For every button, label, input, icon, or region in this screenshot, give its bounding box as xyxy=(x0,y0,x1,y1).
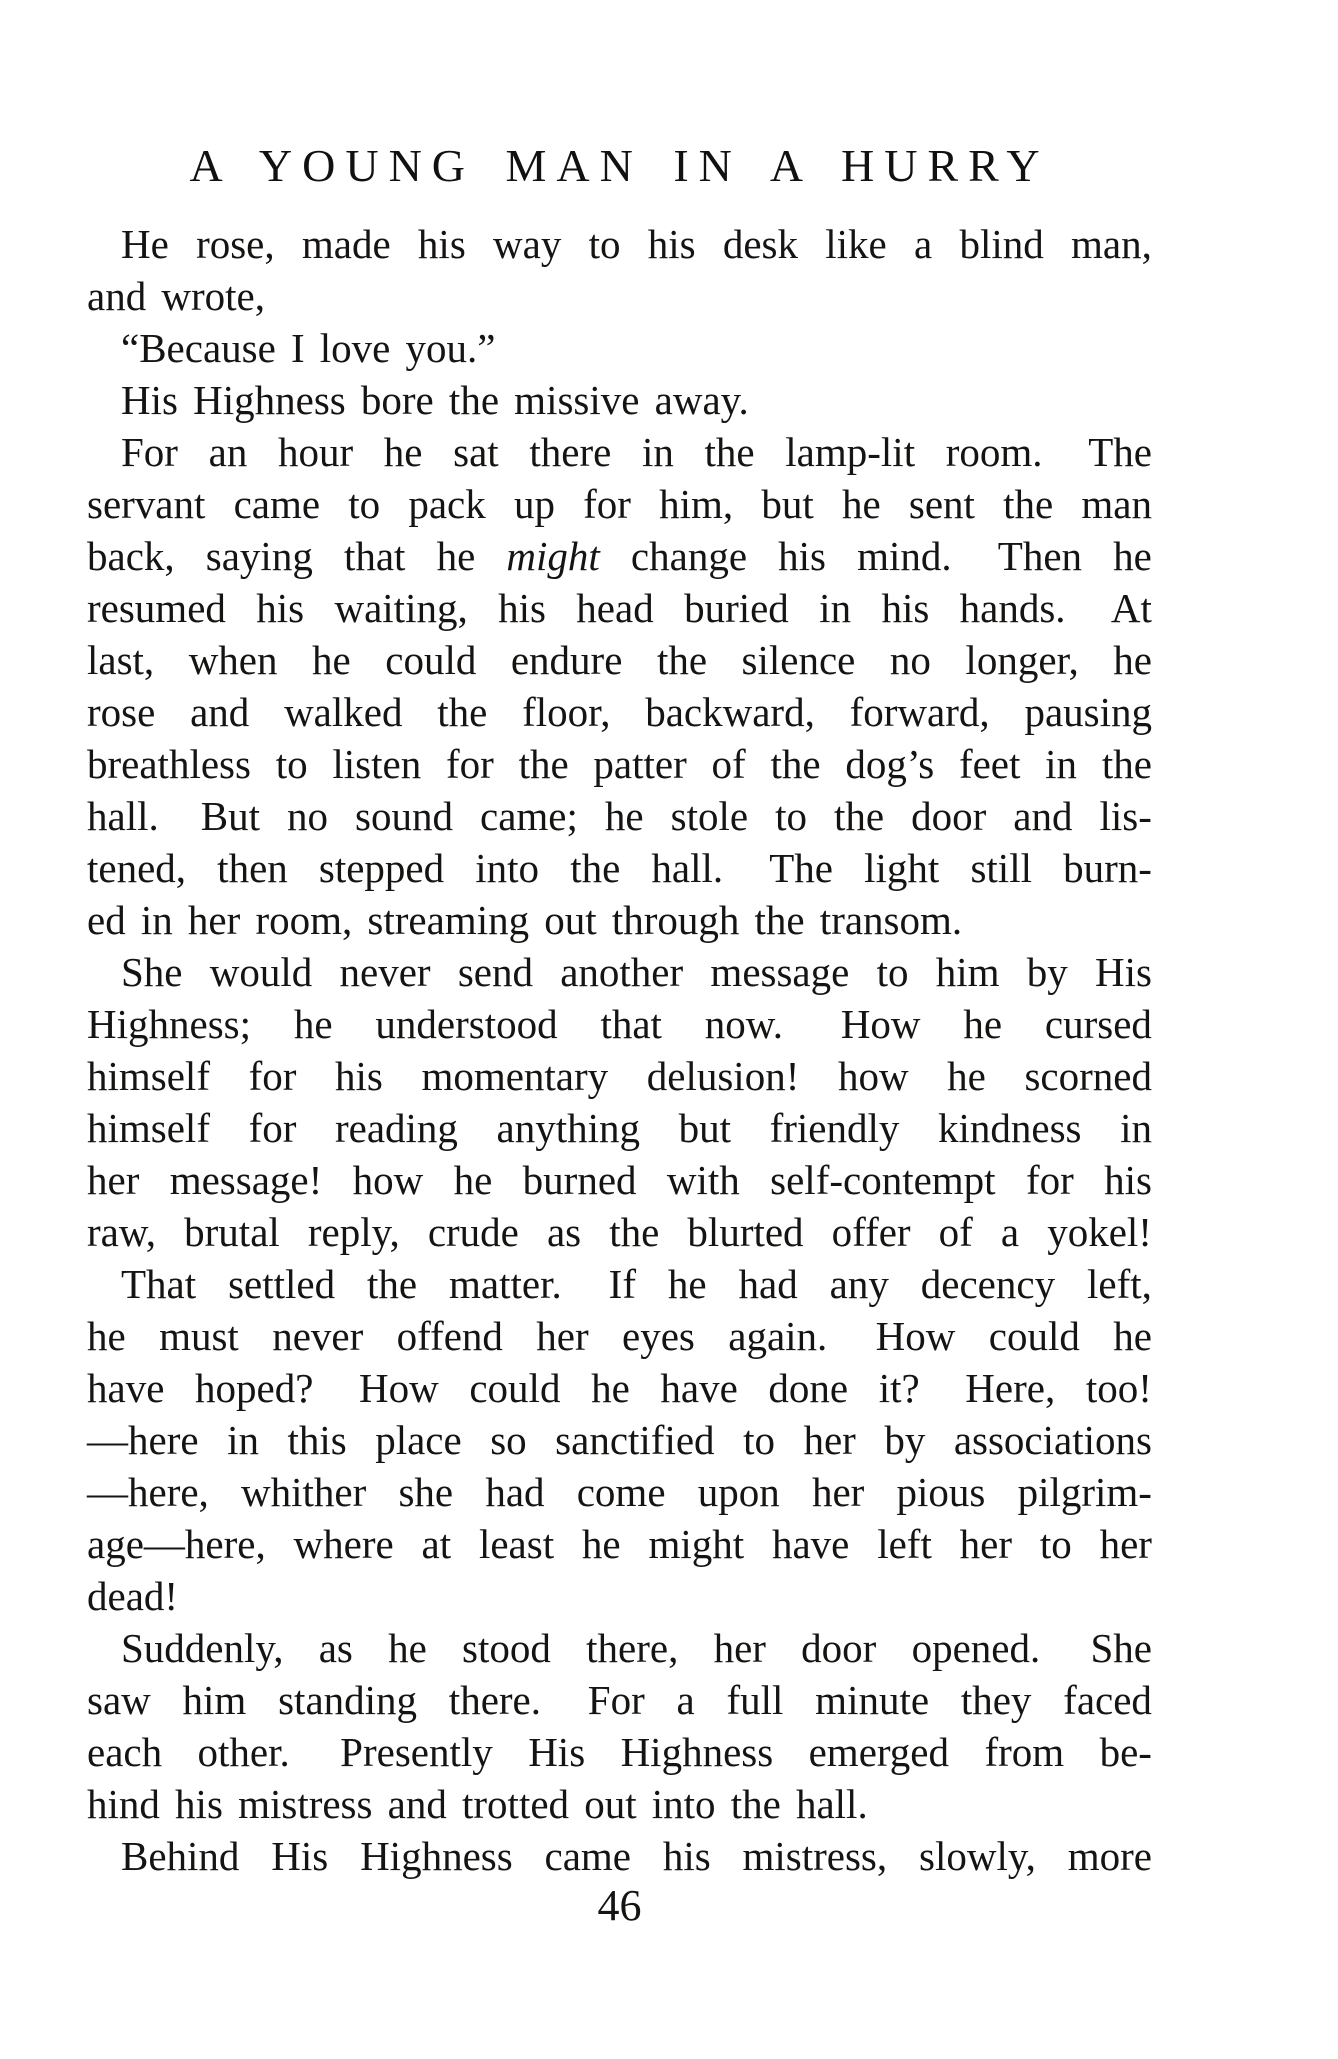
text-line: Behind His Highness came his mistress, slowly, more xyxy=(121,1833,1152,1879)
text-line: rose and walked the floor, backward, forward, pausing xyxy=(87,689,1152,735)
text-line: tened, then stepped into the hall. The light still burn- xyxy=(87,845,1152,891)
text-line: Suddenly, as he stood there, her door opened. She xyxy=(121,1625,1152,1671)
text-line: “Because I love you.” xyxy=(121,325,496,371)
text-line: breathless to listen for the patter of the dog’s feet in the xyxy=(87,741,1152,787)
text-line: raw, brutal reply, crude as the blurted offer of a yokel! xyxy=(87,1209,1152,1255)
text-line: resumed his waiting, his head buried in his hands. At xyxy=(87,585,1152,631)
text-line: himself for his momentary delusion! how he scorned xyxy=(87,1053,1152,1099)
text-line: each other. Presently His Highness emerged from be- xyxy=(87,1729,1152,1775)
body-text xyxy=(87,218,1152,1882)
text-line: last, when he could endure the silence no longer, he xyxy=(87,637,1152,683)
text-line: For an hour he sat there in the lamp-lit room. The xyxy=(121,429,1152,475)
page-number: 46 xyxy=(597,1881,642,1930)
text-line: hall. But no sound came; he stole to the door and lis- xyxy=(87,793,1152,839)
text-line: her message! how he burned with self-contempt for his xyxy=(87,1157,1152,1203)
text-line: himself for reading anything but friendly kindness in xyxy=(87,1105,1152,1151)
text-line: —here in this place so sanctified to her by associations xyxy=(87,1417,1152,1463)
text-line: She would never send another message to him by His xyxy=(121,949,1152,995)
text-line: He rose, made his way to his desk like a blind man, xyxy=(121,221,1152,267)
text-line: saw him standing there. For a full minute they faced xyxy=(87,1677,1152,1723)
chapter-running-head: A YOUNG MAN IN A HURRY xyxy=(189,140,1050,191)
text-line: His Highness bore the missive away. xyxy=(121,377,749,423)
text-line: —here, whither she had come upon her pious pilgrim- xyxy=(87,1469,1152,1515)
text-line: age—here, where at least he might have left her to her xyxy=(87,1521,1152,1567)
text-line: Highness; he understood that now. How he cursed xyxy=(87,1001,1152,1047)
text-line: he must never offend her eyes again. How could he xyxy=(87,1313,1152,1359)
text-line: That settled the matter. If he had any decency left, xyxy=(121,1261,1152,1307)
text-line: have hoped? How could he have done it? Here, too! xyxy=(87,1365,1152,1411)
text-line: dead! xyxy=(87,1573,179,1619)
text-line: and wrote, xyxy=(87,273,265,319)
text-line: ed in her room, streaming out through the transom. xyxy=(87,897,963,943)
text-line: hind his mistress and trotted out into the hall. xyxy=(87,1781,868,1827)
text-line: back, saying that he might change his mind. Then he xyxy=(87,533,1152,579)
text-line: servant came to pack up for him, but he sent the man xyxy=(87,481,1152,527)
